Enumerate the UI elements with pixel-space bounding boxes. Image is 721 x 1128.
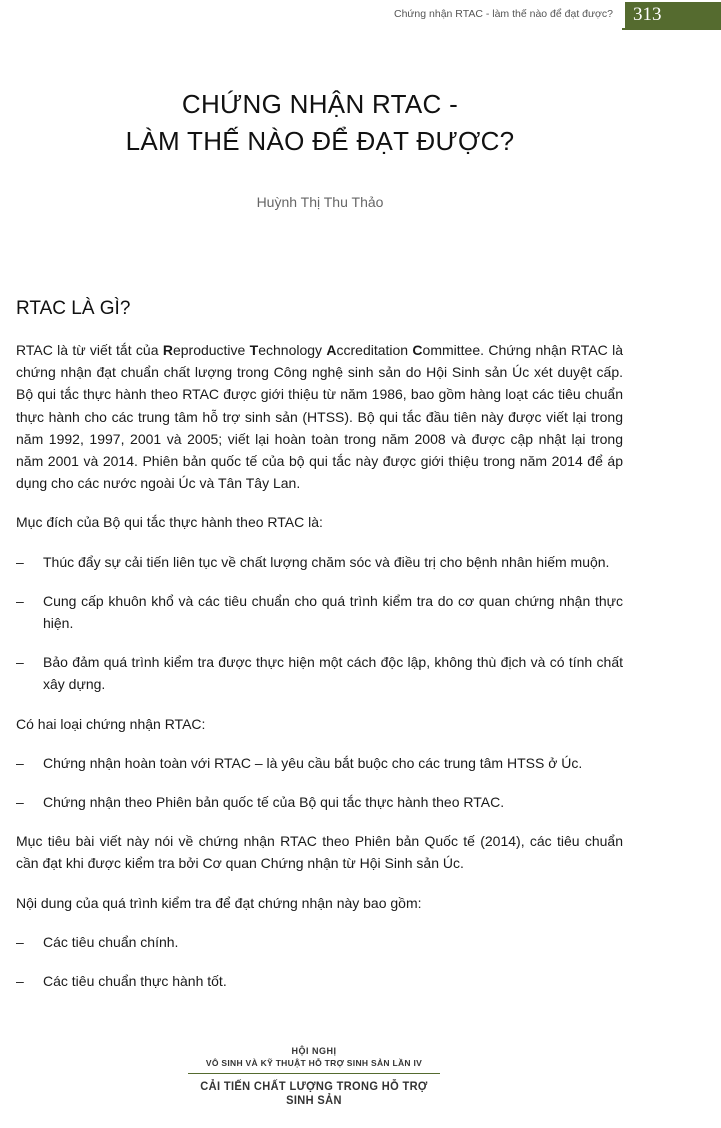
running-header	[0, 0, 721, 30]
list-item-text: Cung cấp khuôn khổ và các tiêu chuẩn cho quá trình kiểm tra do cơ quan chứng nhận thực hiện.	[43, 592, 623, 632]
list-item-text: Chứng nhận hoàn toàn với RTAC – là yêu cầu bắt buộc cho các trung tâm HTSS ở Úc.	[43, 754, 583, 771]
text-span: ccreditation	[336, 342, 413, 358]
list-item	[16, 931, 623, 953]
text-span: RTAC là từ viết tắt của	[16, 342, 163, 358]
text-span: echnology	[258, 342, 327, 358]
dash-bullet: –	[16, 933, 24, 950]
types-list	[16, 752, 623, 813]
footer-line-2: VÔ SINH VÀ KỸ THUẬT HỖ TRỢ SINH SẢN LẦN IV	[205, 1058, 423, 1068]
footer-divider	[188, 1073, 440, 1074]
list-item	[16, 970, 623, 992]
footer-line-1: HỘI NGHỊ	[291, 1046, 337, 1056]
dash-bullet: –	[16, 754, 24, 771]
page-number: 313	[625, 2, 721, 28]
bold-letter: T	[249, 342, 259, 358]
paragraph-intro	[16, 339, 623, 494]
dash-bullet: –	[16, 654, 24, 671]
list-item-text: Chứng nhận theo Phiên bản quốc tế của Bộ qui tắc thực hành theo RTAC.	[43, 794, 505, 811]
bold-letter: A	[326, 342, 337, 358]
article-title	[0, 86, 640, 160]
list-item	[16, 551, 623, 573]
conference-footer-logo	[186, 1046, 442, 1107]
article-body	[16, 339, 623, 1009]
dash-bullet: –	[16, 794, 24, 811]
list-item-text: Các tiêu chuẩn chính.	[43, 933, 179, 950]
paragraph-goal: Mục tiêu bài viết này nói về chứng nhận RTAC theo Phiên bản Quốc tế (2014), các tiêu chuẩn cần đạt khi được kiểm tra bởi Cơ quan Chứng nhận từ Hội Sinh sản Úc.	[16, 833, 623, 872]
list-item	[16, 791, 623, 813]
paragraph-types: Có hai loại chứng nhận RTAC:	[16, 715, 206, 732]
dash-bullet: –	[16, 973, 24, 990]
content-list	[16, 931, 623, 992]
paragraph-content: Nội dung của quá trình kiểm tra để đạt chứng nhận này bao gồm:	[16, 894, 422, 911]
list-item-text: Thúc đẩy sự cải tiến liên tục về chất lượng chăm sóc và điều trị cho bệnh nhân hiếm muộn.	[43, 553, 610, 570]
text-span: ommittee. Chứng nhận RTAC là chứng nhận đạt chuẩn chất lượng trong Công nghệ sinh sản do Hội Sinh sản Úc xét duyệt cấp. Bộ qui tắc thực hành theo RTAC được giới thiệu từ năm 1986, bao gồm hàng loạt các tiêu chuẩn thực hành cho các trung tâm hỗ trợ sinh sản (HTSS). Bộ qui tắc đầu tiên này được viết lại trong năm 1992, 1997, 2001 và 2005; viết lại hoàn toàn trong năm 2008 và được cập nhật lại trong năm 2001 và 2014. Phiên bản quốc tế của bộ qui tắc này được giới thiệu trong năm 2014 để áp dụng cho các nước ngoài Úc và Tân Tây Lan.	[16, 342, 623, 492]
bold-letter: R	[162, 342, 173, 358]
running-title: Chứng nhận RTAC - làm thế nào để đạt được?	[393, 8, 613, 20]
paragraph-purpose: Mục đích của Bộ qui tắc thực hành theo RTAC là:	[16, 514, 323, 531]
list-item-text: Bảo đảm quá trình kiểm tra được thực hiện một cách độc lập, không thù địch và có tính chất xây dựng.	[43, 654, 623, 693]
dash-bullet: –	[16, 592, 24, 609]
bold-letter: C	[412, 342, 423, 358]
header-rule	[622, 28, 721, 30]
list-item	[16, 752, 623, 774]
article-title-line-1: CHỨNG NHẬN RTAC -	[181, 89, 459, 119]
purpose-list	[16, 551, 623, 696]
section-heading: RTAC LÀ GÌ?	[16, 298, 131, 319]
author-name: Huỳnh Thị Thu Thảo	[256, 194, 384, 210]
list-item	[16, 651, 623, 695]
text-span: eproductive	[172, 342, 250, 358]
article-title-line-2: LÀM THẾ NÀO ĐỂ ĐẠT ĐƯỢC?	[125, 126, 515, 156]
dash-bullet: –	[16, 553, 24, 570]
footer-line-3: CẢI TIẾN CHẤT LƯỢNG TRONG HỖ TRỢ SINH SẢN	[200, 1079, 428, 1107]
list-item-text: Các tiêu chuẩn thực hành tốt.	[43, 973, 227, 990]
list-item	[16, 590, 623, 634]
